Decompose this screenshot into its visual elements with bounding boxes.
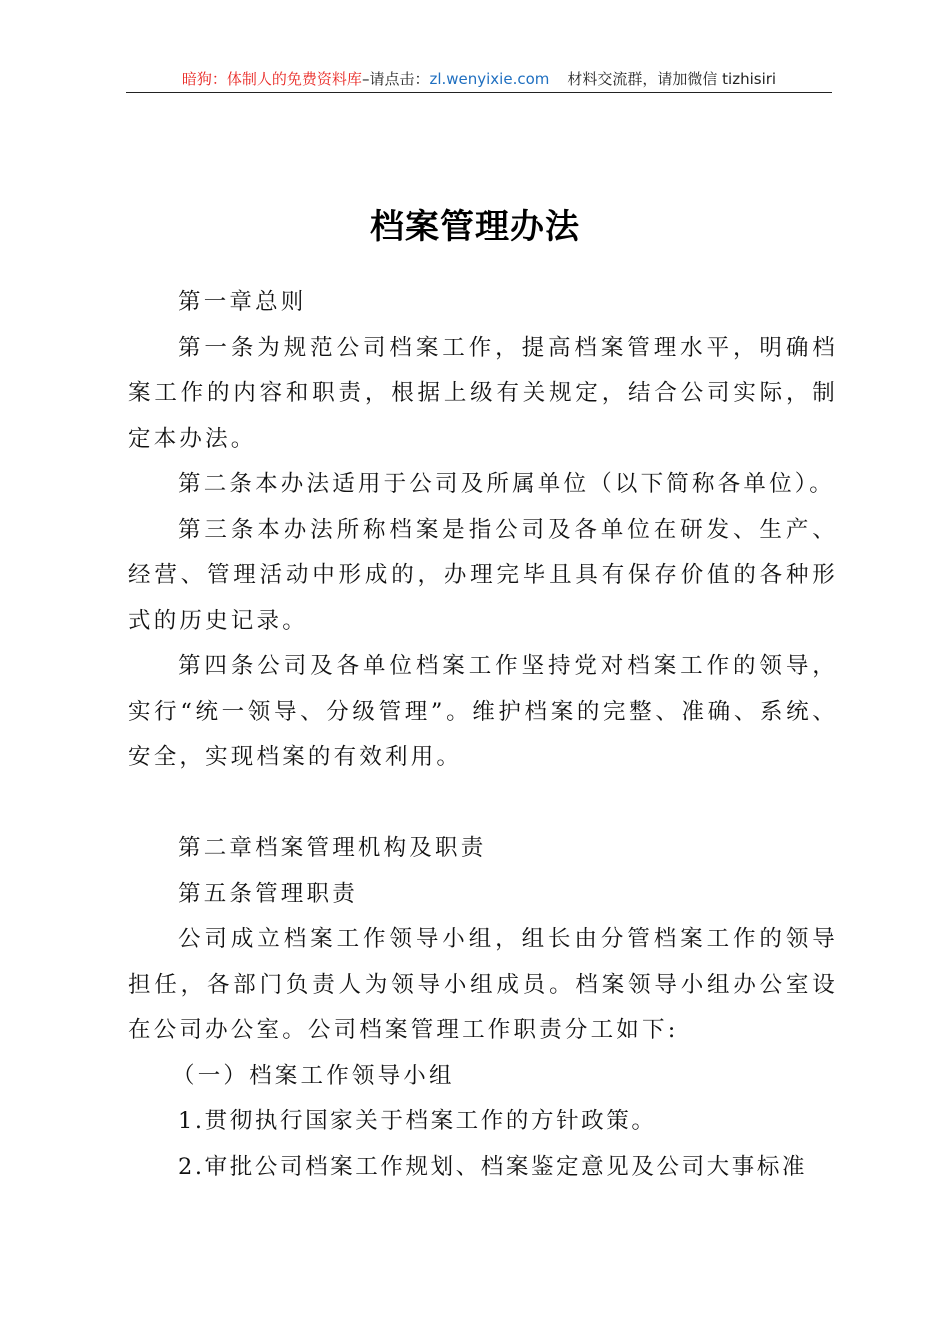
- article-paragraph: 第一条为规范公司档案工作，提高档案管理水平，明确档案工作的内容和职责，根据上级有关规定，结合公司实际，制定本办法。: [128, 334, 838, 452]
- document-title: 档案管理办法: [370, 207, 580, 247]
- chapter-heading: 第一章总则: [178, 289, 307, 315]
- article-paragraph: 第四条公司及各单位档案工作坚持党对档案工作的领导，实行“统一领导、分级管理”。维护档案的完整、准确、系统、安全，实现档案的有效利用。: [128, 653, 838, 770]
- article-paragraph: 第三条本办法所称档案是指公司及各单位在研发、生产、经营、管理活动中形成的，办理完毕且具有保存价值的各种形式的历史记录。: [128, 516, 838, 634]
- page-header: [126, 66, 832, 93]
- document-body: [128, 280, 838, 1190]
- article-heading: 第五条管理职责: [178, 880, 358, 907]
- article-paragraph: 第二条本办法适用于公司及所属单位（以下简称各单位）。: [178, 471, 835, 497]
- header-prompt: –请点击：: [361, 70, 430, 88]
- blank-line: [128, 781, 838, 827]
- section-heading: （一）档案工作领导小组: [172, 1062, 455, 1089]
- list-item: 1.贯彻执行国家关于档案工作的方针政策。: [178, 1108, 657, 1134]
- list-item: 2.审批公司档案工作规划、档案鉴定意见及公司大事标准: [178, 1153, 808, 1180]
- chapter-heading: 第二章档案管理机构及职责: [178, 835, 487, 861]
- article-paragraph: 公司成立档案工作领导小组，组长由分管档案工作的领导担任，各部门负责人为领导小组成员。档案领导小组办公室设在公司办公室。公司档案管理工作职责分工如下:: [128, 926, 838, 1043]
- header-link[interactable]: zl.wenyixie.com: [429, 70, 550, 88]
- header-site-name: 暗狗：体制人的免费资料库: [181, 70, 362, 88]
- header-contact: 材料交流群，请加微信 tizhisiri: [567, 70, 777, 88]
